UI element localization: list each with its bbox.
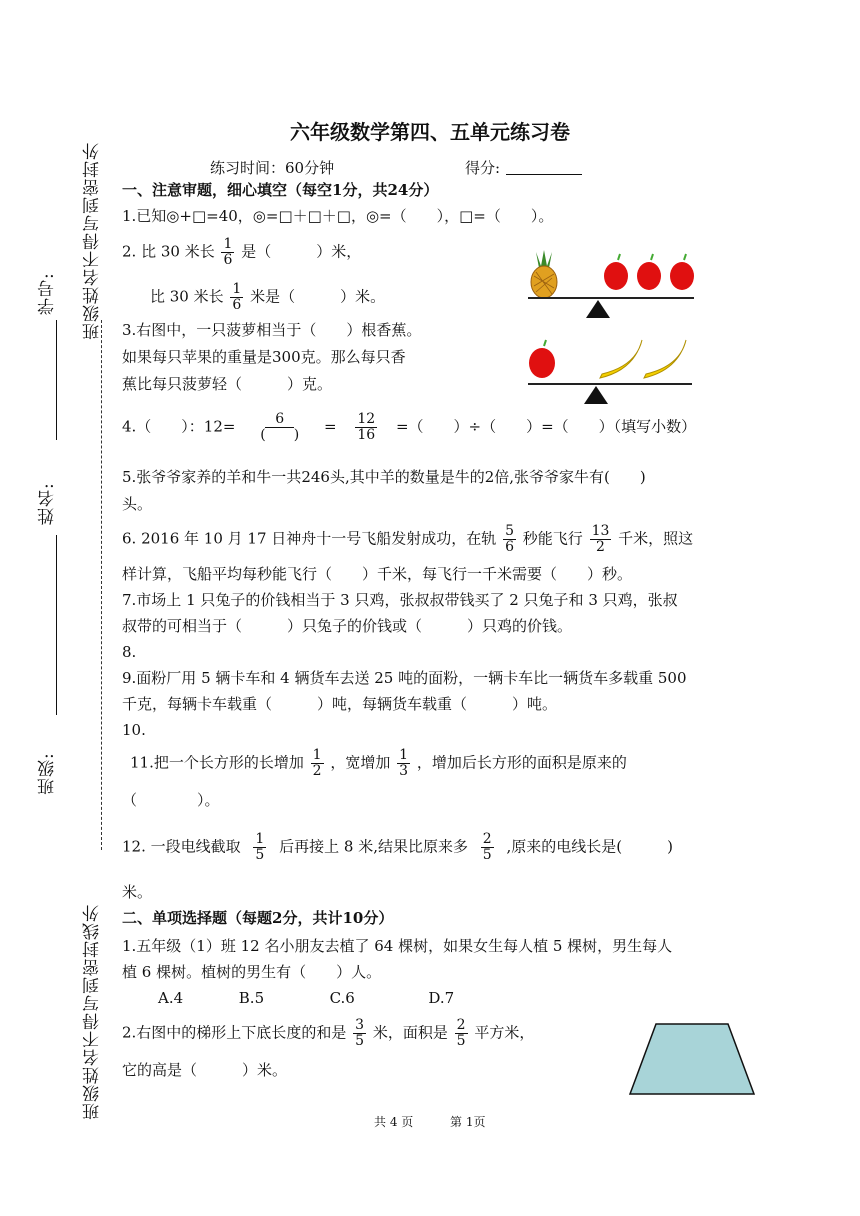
section-2-heading: 二、单项选择题（每题2分，共计10分） <box>122 909 394 927</box>
class-label: 班级: <box>38 752 58 795</box>
student-id-line <box>56 320 57 440</box>
banana-icon <box>600 340 642 378</box>
apple-icon <box>670 254 694 290</box>
question-1: 1.已知◎+□=40，◎=□＋□＋□，◎=（ ），□=（ ）。 <box>122 207 554 225</box>
q2a-post: 是（ ）米， <box>241 242 362 261</box>
choice-options <box>158 988 454 1008</box>
question-7-line-1: 7.市场上 1 只兔子的价钱相当于 3 只鸡，张叔叔带钱买了 2 只兔子和 3 只鸡，张叔 <box>122 591 678 609</box>
q6-mid: 秒能飞行 <box>522 529 583 548</box>
q6-pre: 6. 2016 年 10 月 17 日神舟十一号飞船发射成功，在轨 <box>122 529 497 548</box>
seal-notice-bottom: 班级姓名不得写到密封线外 <box>83 904 103 1120</box>
q11-post: ，增加后长方形的面积是原来的 <box>416 753 627 772</box>
section-1-heading: 一、注意审题，细心填空（每空1分，共24分） <box>122 181 439 199</box>
q11-pre: 11.把一个长方形的长增加 <box>130 753 304 772</box>
score-label: 得分: <box>465 159 501 177</box>
question-10: 10. <box>122 721 146 739</box>
question-9-line-1: 9.面粉厂用 5 辆卡车和 4 辆货车去送 25 吨的面粉，一辆卡车比一辆货车多载重 500 <box>122 669 687 687</box>
footer-total-pages: 共 4 页 <box>374 1115 414 1129</box>
seal-notice-top: 班级姓名不得写到密封外 <box>83 142 103 340</box>
s2q2-mid: 米，面积是 <box>372 1023 448 1042</box>
q12-mid: 后再接上 8 米,结果比原来多 <box>279 837 468 856</box>
s2q2-pre: 2.右图中的梯形上下底长度的和是 <box>122 1023 347 1042</box>
option-d[interactable]: D.7 <box>428 989 455 1007</box>
q12-post: ,原来的电线长是( ) <box>506 837 673 856</box>
fraction-13-2: $\frac{13}{2}$ <box>591 523 610 555</box>
question-12-line-2: 米。 <box>122 883 153 901</box>
question-6-line-1 <box>122 524 742 555</box>
question-3-line-1: 3.右图中，一只菠萝相当于（ ）根香蕉。 <box>122 321 422 339</box>
apple-icon <box>637 254 661 290</box>
name-label: 姓名: <box>38 482 58 525</box>
question-11-line-2: （ ）。 <box>122 791 220 809</box>
fraction-1-2: $\frac{1}{2}$ <box>312 747 322 779</box>
banana-icon <box>644 340 686 378</box>
fraction-1-3: $\frac{1}{3}$ <box>399 747 409 779</box>
question-5-line-1: 5.张爷爷家养的羊和牛一共246头,其中羊的数量是牛的2倍,张爷爷家牛有( ) <box>122 468 646 486</box>
q2b-pre: 比 30 米长 <box>150 287 224 306</box>
fulcrum-triangle <box>586 300 610 318</box>
page-title: 六年级数学第四、五单元练习卷 <box>290 120 570 144</box>
fraction-1-5: $\frac{1}{5}$ <box>255 831 265 863</box>
fraction-2-5: $\frac{2}{5}$ <box>456 1017 466 1049</box>
pineapple-icon <box>531 250 557 298</box>
option-a[interactable]: A.4 <box>158 989 184 1007</box>
seal-line-top <box>101 320 102 850</box>
choice-question-2-line-2: 它的高是（ ）米。 <box>122 1061 288 1079</box>
balance-scale-figure <box>524 248 696 408</box>
question-9-line-2: 千克，每辆卡车载重（ ）吨，每辆货车载重（ ）吨。 <box>122 695 558 713</box>
fraction-3-5: $\frac{3}{5}$ <box>355 1017 365 1049</box>
question-8: 8. <box>122 643 137 661</box>
student-id-label: 学号: <box>38 272 58 315</box>
fraction-2-5: $\frac{2}{5}$ <box>482 831 492 863</box>
q12-pre: 12. 一段电线截取 <box>122 837 241 856</box>
q6-post: 千米，照这 <box>618 529 694 548</box>
question-11-line-1 <box>130 748 742 779</box>
time-label: 练习时间：60分钟 <box>210 159 335 177</box>
apple-icon <box>604 254 628 290</box>
fulcrum-triangle <box>584 386 608 404</box>
choice-question-1-line-1: 1.五年级（1）班 12 名小朋友去植了 64 棵树，如果女生每人植 5 棵树，男生每人 <box>122 937 673 955</box>
option-b[interactable]: B.5 <box>238 989 265 1007</box>
q4-eq: = <box>323 417 337 436</box>
question-3-line-3: 蕉比每只菠萝轻（ ）克。 <box>122 375 333 393</box>
trapezoid-figure <box>628 1022 758 1096</box>
question-7-line-2: 叔带的可相当于（ ）只兔子的价钱或（ ）只鸡的价钱。 <box>122 617 573 635</box>
s2q2-post: 平方米， <box>474 1023 535 1042</box>
q4-pre: 4.（ ）：12= <box>122 417 236 436</box>
question-12-line-1 <box>122 832 742 863</box>
question-6-line-2: 样计算，飞船平均每秒能飞行（ ）千米，每飞行一千米需要（ ）秒。 <box>122 565 633 583</box>
trapezoid-shape <box>630 1024 754 1094</box>
fraction-1-6: $\frac{1}{6}$ <box>232 281 242 313</box>
apple-icon <box>529 340 555 378</box>
score-blank[interactable] <box>506 174 582 175</box>
choice-question-1-line-2: 植 6 棵树。植树的男生有（ ）人。 <box>122 963 382 981</box>
question-3-line-2: 如果每只苹果的重量是300克。那么每只香 <box>122 348 406 366</box>
fraction-6-blank: $\frac{6}{( )}$ <box>260 411 300 443</box>
q4-post: =（ ）÷（ ）=（ ）（填写小数） <box>395 417 697 436</box>
fraction-12-16: $\frac{12}{16}$ <box>357 411 376 443</box>
option-c[interactable]: C.6 <box>329 989 355 1007</box>
fraction-1-6: $\frac{1}{6}$ <box>223 236 233 268</box>
q11-mid: ，宽增加 <box>330 753 391 772</box>
q2a-pre: 2. 比 30 米长 <box>122 242 215 261</box>
fraction-5-6: $\frac{5}{6}$ <box>505 523 514 555</box>
question-5-line-2: 头。 <box>122 495 153 513</box>
name-line <box>56 535 57 715</box>
footer-page-number: 第 1页 <box>450 1115 486 1129</box>
question-4 <box>122 412 742 443</box>
q2b-post: 米是（ ）米。 <box>250 287 386 306</box>
